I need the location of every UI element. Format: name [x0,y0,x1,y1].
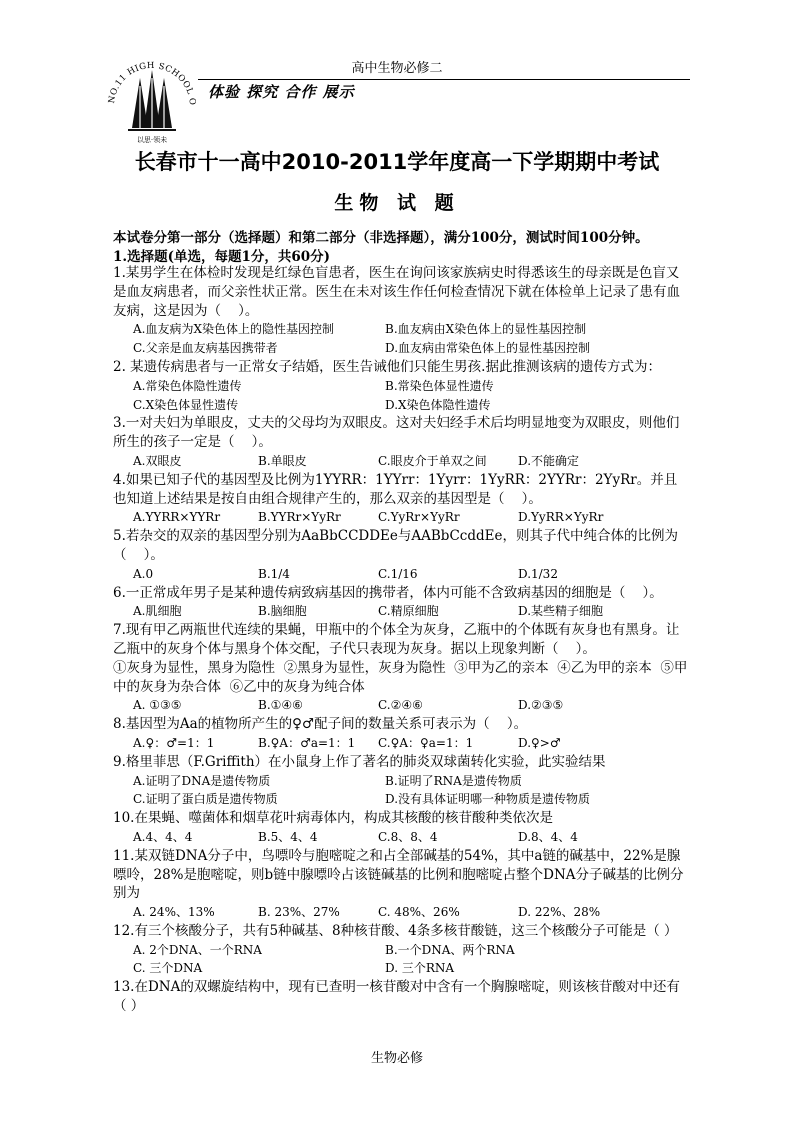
answer-option: A. 24%、13% [133,905,215,920]
option-row [113,602,688,621]
answer-option: B.证明了RNA是遗传物质 [385,773,522,788]
answer-option: D.1/32 [518,566,558,581]
answer-option: C.1/16 [378,566,418,581]
answer-option: D.不能确定 [518,453,580,468]
option-row [113,565,688,584]
question-text: 1.某男学生在体检时发现是红绿色盲患者，医生在询问该家族病史时得悉该生的母亲既是色盲又是血友病患者，而父亲性状正常。医生在未对该生作任何检查情况下就在体检单上记录了患有血友病，这是因为（ ）。 [113,265,680,319]
answer-option: C.精原细胞 [378,604,439,619]
question-item [113,753,688,809]
answer-option: D.某些精子细胞 [518,604,604,619]
page-header: 高中生物必修二 [351,61,443,76]
answer-option: B. 23%、27% [258,905,340,920]
answer-option: C.②④⑥ [378,698,423,713]
option-row [113,377,688,396]
question-text: 6.一正常成年男子是某种遗传病致病基因的携带者，体内可能不含致病基因的细胞是（ ）。 [113,584,663,601]
answer-option: C.X染色体显性遗传 [133,397,239,412]
answer-option: D.X染色体隐性遗传 [385,397,491,412]
school-logo-icon [102,48,202,148]
answer-option: A. 2个DNA、一个RNA [133,942,262,957]
option-row [113,959,688,978]
answer-option: D.②③⑤ [518,698,564,713]
logo-ring-text: NO.11 HIGH SCHOOL O [106,60,198,106]
answer-option: B.一个DNA、两个RNA [385,942,515,957]
answer-option: C.8、8、4 [378,829,438,844]
answer-option: D.YyRR×YyRr [518,510,604,525]
option-row [113,320,688,339]
answer-option: A.♀：♂=1：1 [133,735,215,750]
question-item [113,922,688,978]
answer-option: B.血友病由X染色体上的显性基因控制 [385,322,587,337]
answer-option: C.YyRr×YyRr [378,510,460,525]
question-item [113,414,688,470]
question-text: 2. 某遗传病患者与一正常女子结婚，医生告诫他们只能生男孩.据此推测该病的遗传方式为： [113,358,661,375]
answer-option: D.♀>♂ [518,735,561,750]
option-row [113,790,688,809]
answer-option: C. 三个DNA [133,961,203,976]
answer-option: C.证明了蛋白质是遗传物质 [133,792,278,807]
logo-motto: 以思·领未 [136,136,168,144]
option-row [113,452,688,471]
question-text: 12.有三个核酸分子，共有5种碱基、8种核苷酸、4条多核苷酸链，这三个核酸分子可能是（ ） [113,922,678,939]
school-slogan: 体验 探究 合作 展示 [208,83,355,101]
page-footer: 生物必修 [370,1051,423,1066]
answer-option: D. 三个RNA [385,961,455,976]
question-item [113,621,688,715]
answer-option: B.单眼皮 [258,453,307,468]
answer-option: B.①④⑥ [258,698,303,713]
option-row [113,396,688,415]
answer-option: A.血友病为X染色体上的隐性基因控制 [133,322,335,337]
answer-option: D. 22%、28% [518,905,601,920]
option-row [113,941,688,960]
answer-option: A.常染色体隐性遗传 [133,378,242,393]
question-item [113,978,688,1016]
question-text: 13.在DNA的双螺旋结构中，现有已查明一核苷酸对中含有一个胸腺嘧啶，则该核苷酸对中还有（ ） [113,979,680,1015]
question-text: 4.如果已知子代的基因型及比例为1YYRR：1YYrr：1Yyrr：1YyRR：2YYRr：2YyRr。并且也知道上述结果是按自由组合规律产生的，那么双亲的基因型是（ ）。 [113,471,678,507]
answer-option: B.1/4 [258,566,290,581]
question-item [113,527,688,583]
answer-option: A.YYRR×YYRr [133,510,221,525]
exam-title: 长春市十一高中2010-2011学年度高一下学期期中考试 [134,150,660,174]
question-item [113,584,688,622]
answer-option: A.4、4、4 [133,829,193,844]
exam-intro: 本试卷分第一部分（选择题）和第二部分（非选择题），满分100分，测试时间100分钟。 [113,230,649,246]
question-list [113,264,688,1016]
question-item [113,847,688,922]
option-row [113,903,688,922]
option-row [113,772,688,791]
answer-option: D.没有具体证明哪一种物质是遗传物质 [385,792,591,807]
question-text: 9.格里菲思（F.Griffith）在小鼠身上作了著名的肺炎双球菌转化实验，此实验结果 [113,753,606,770]
question-text: 8.基因型为Aa的植物所产生的♀♂配子间的数量关系可表示为（ ）。 [113,716,528,733]
question-item [113,809,688,847]
answer-option: B.5、4、4 [258,829,318,844]
section-heading: 1.选择题(单选，每题1分，共60分) [113,249,331,265]
option-row [113,734,688,753]
answer-option: C.眼皮介于单双之间 [378,453,487,468]
answer-option: B.♀A：♂a=1：1 [258,735,356,750]
school-logo [102,48,202,148]
question-text: 10.在果蝇、噬菌体和烟草花叶病毒体内，构成其核酸的核苷酸种类依次是 [113,810,553,827]
question-item [113,264,688,358]
answer-option: A. ①③⑤ [133,698,182,713]
answer-option: A.证明了DNA是遗传物质 [133,773,271,788]
answer-option: A.双眼皮 [133,453,182,468]
answer-option: C. 48%、26% [378,905,460,920]
option-row [113,696,688,715]
question-item [113,358,688,414]
answer-option: B.脑细胞 [258,604,307,619]
answer-option: C.♀A：♀a=1：1 [378,735,474,750]
answer-option: A.肌细胞 [133,604,182,619]
answer-option: D.8、4、4 [518,829,578,844]
question-text: 11.某双链DNA分子中，鸟嘌呤与胞嘧啶之和占全部碱基的54%，其中a链的碱基中，22%是腺嘌呤，28%是胞嘧啶，则b链中腺嘌呤占该链碱基的比例和胞嘧啶占整个DNA分子碱基的比例分别为 [113,847,684,902]
question-text: 7.现有甲乙两瓶世代连续的果蝇，甲瓶中的个体全为灰身，乙瓶中的个体既有灰身也有黑身。让乙瓶中的灰身个体与黑身个体交配，子代只表现为灰身。据以上现象判断（ ）。 ①灰身为显性，黑身为隐性 ②黑身为显性，灰身为隐性 ③甲为乙的亲本 ④乙为甲的亲本 ⑤甲中的灰身为杂合体 ⑥乙中的灰身为纯合体 [113,622,688,695]
header-rule [198,79,690,80]
answer-option: C.父亲是血友病基因携带者 [133,341,278,356]
option-row [113,508,688,527]
answer-option: B.YYRr×YyRr [258,510,341,525]
question-text: 5.若杂交的双亲的基因型分别为AaBbCCDDEe与AABbCcddEe，则其子代中纯合体的比例为（ ）。 [113,528,678,563]
option-row [113,339,688,358]
answer-option: D.血友病由常染色体上的显性基因控制 [385,341,591,356]
answer-option: B.常染色体显性遗传 [385,378,494,393]
question-item [113,471,688,527]
question-text: 3.一对夫妇为单眼皮，丈夫的父母均为双眼皮。这对夫妇经手术后均明显地变为双眼皮，则他们所生的孩子一定是（ ）。 [113,415,680,451]
answer-option: A.0 [133,566,154,581]
option-row [113,828,688,847]
question-item [113,715,688,753]
exam-subtitle: 生物 试 题 [334,192,460,214]
